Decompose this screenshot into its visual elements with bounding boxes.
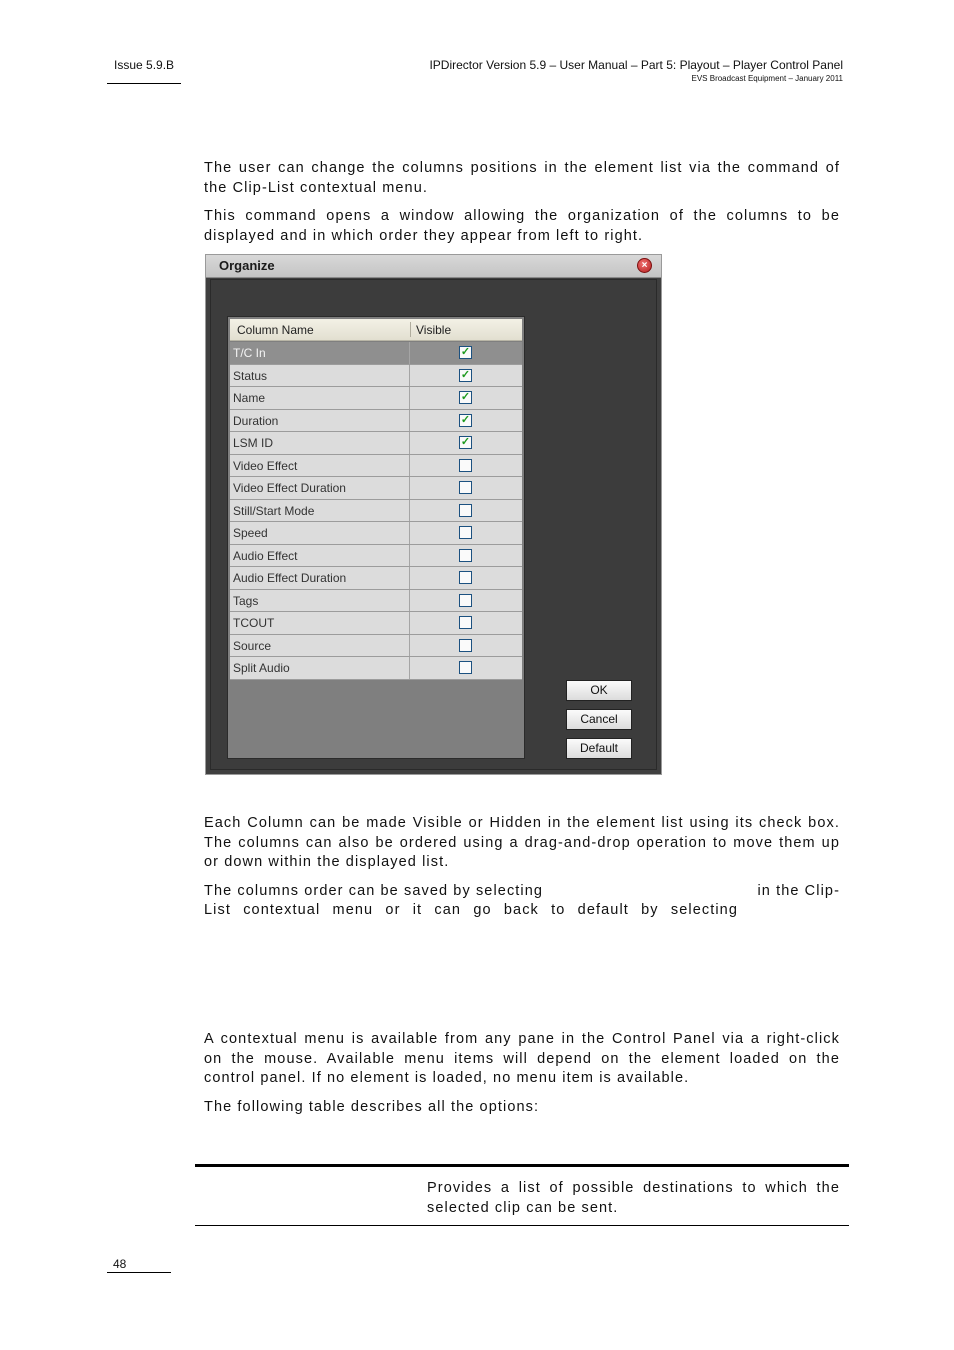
column-name-cell: Audio Effect: [233, 548, 298, 563]
unchecked-checkbox[interactable]: [459, 639, 472, 652]
unchecked-checkbox[interactable]: [459, 526, 472, 539]
column-name-cell: Duration: [233, 413, 279, 428]
visible-header[interactable]: Visible: [416, 323, 452, 337]
table-row[interactable]: [230, 342, 522, 365]
close-icon[interactable]: ×: [637, 258, 652, 273]
column-name-cell: Name: [233, 391, 266, 405]
page-number: 48: [113, 1257, 127, 1271]
column-name-cell: Split Audio: [233, 661, 290, 675]
table-bottom-rule: [195, 1225, 849, 1226]
table-row[interactable]: [230, 612, 522, 635]
table-row[interactable]: [230, 410, 522, 433]
column-name-cell: Audio Effect Duration: [233, 571, 347, 585]
table-row[interactable]: [230, 635, 522, 658]
paragraph-organize-intro: The user can change the columns positions in the element list via the command of the Clip-List contextual menu.: [204, 160, 840, 196]
cell-separator: [409, 477, 410, 499]
column-name-cell: Status: [233, 368, 268, 383]
unchecked-checkbox[interactable]: [459, 594, 472, 607]
footer-divider: [107, 1272, 171, 1273]
unchecked-checkbox[interactable]: [459, 661, 472, 674]
save-order-text-2: in the Clip-: [757, 883, 840, 899]
document-title: IPDirector Version 5.9 – User Manual – Part 5: Playout – Player Control Panel: [429, 58, 843, 72]
save-order-text-1: The columns order can be saved by selecting: [204, 883, 544, 899]
cell-separator: [409, 522, 410, 544]
table-row[interactable]: [230, 387, 522, 410]
table-cell-description: Provides a list of possible destinations to which the selected clip can be sent.: [427, 1180, 840, 1216]
column-name-header[interactable]: Column Name: [237, 323, 314, 337]
checked-checkbox[interactable]: ✓: [460, 413, 471, 426]
cell-separator: [409, 455, 410, 477]
header-divider: [107, 83, 181, 84]
dialog-body: [210, 279, 657, 770]
organize-dialog: [205, 254, 662, 775]
cell-separator: [409, 410, 410, 432]
checked-checkbox[interactable]: ✓: [460, 346, 471, 358]
unchecked-checkbox[interactable]: [459, 549, 472, 562]
paragraph-table-intro: The following table describes all the options:: [204, 1099, 540, 1115]
column-name-cell: T/C In: [233, 346, 266, 360]
cell-separator: [409, 567, 410, 589]
document-header: [429, 58, 843, 83]
column-name-cell: Video Effect: [233, 458, 298, 473]
checked-checkbox[interactable]: ✓: [460, 368, 471, 381]
issue-label: Issue 5.9.B: [114, 58, 175, 72]
cell-separator: [409, 342, 410, 364]
grid-header: [230, 319, 522, 341]
unchecked-checkbox[interactable]: [459, 459, 472, 472]
table-row[interactable]: [230, 657, 522, 680]
table-row[interactable]: [230, 432, 522, 455]
table-row[interactable]: [230, 590, 522, 613]
cell-separator: [409, 657, 410, 679]
dialog-title: Organize: [219, 258, 275, 273]
unchecked-checkbox[interactable]: [459, 504, 472, 517]
cell-separator: [409, 635, 410, 657]
paragraph-organize-window: This command opens a window allowing the organization of the columns to be displayed and in which order they appear from left to right.: [204, 208, 840, 244]
table-row[interactable]: [230, 522, 522, 545]
cell-separator: [409, 387, 410, 409]
unchecked-checkbox[interactable]: [459, 616, 472, 629]
checked-checkbox[interactable]: ✓: [460, 436, 471, 448]
cell-separator: [409, 500, 410, 522]
header-separator: [410, 322, 411, 337]
unchecked-checkbox[interactable]: [459, 481, 472, 494]
column-name-cell: Video Effect Duration: [233, 481, 346, 495]
checked-checkbox[interactable]: ✓: [460, 391, 471, 403]
column-name-cell: TCOUT: [233, 616, 275, 630]
column-name-cell: Speed: [233, 526, 268, 540]
paragraph-contextual-menu: A contextual menu is available from any pane in the Control Panel via a right-click on the mouse. Available menu items will depend on the element loaded on the control panel. If no element is loaded, no menu item is available.: [204, 1031, 840, 1086]
column-name-cell: Tags: [233, 593, 259, 608]
table-row[interactable]: [230, 500, 522, 523]
column-name-cell: LSM ID: [233, 436, 274, 450]
document-subtitle: EVS Broadcast Equipment – January 2011: [691, 74, 843, 83]
column-name-cell: Source: [233, 638, 272, 653]
paragraph-visibility: Each Column can be made Visible or Hidden in the element list using its check box. The columns can also be ordered using a drag-and-drop operation to move them up or down within the displayed list.: [204, 815, 840, 870]
cell-separator: [409, 590, 410, 612]
table-top-rule: [195, 1164, 849, 1167]
save-order-text-3: List contextual menu or it can go back to default by selecting: [204, 902, 738, 918]
table-row[interactable]: [230, 477, 522, 500]
table-row[interactable]: [230, 455, 522, 478]
dialog-title-bar: [206, 255, 661, 278]
table-row[interactable]: [230, 365, 522, 388]
default-button[interactable]: Default: [566, 738, 632, 759]
cell-separator: [409, 545, 410, 567]
grid-rows: [230, 342, 522, 680]
columns-grid: [227, 316, 525, 759]
unchecked-checkbox[interactable]: [459, 571, 472, 584]
cell-separator: [409, 365, 410, 387]
cell-separator: [409, 432, 410, 454]
cancel-button[interactable]: Cancel: [566, 709, 632, 730]
table-row[interactable]: [230, 545, 522, 568]
cell-separator: [409, 612, 410, 634]
paragraph-save-order: [204, 882, 840, 902]
column-name-cell: Still/Start Mode: [233, 503, 315, 518]
ok-button[interactable]: OK: [566, 680, 632, 701]
table-row[interactable]: [230, 567, 522, 590]
